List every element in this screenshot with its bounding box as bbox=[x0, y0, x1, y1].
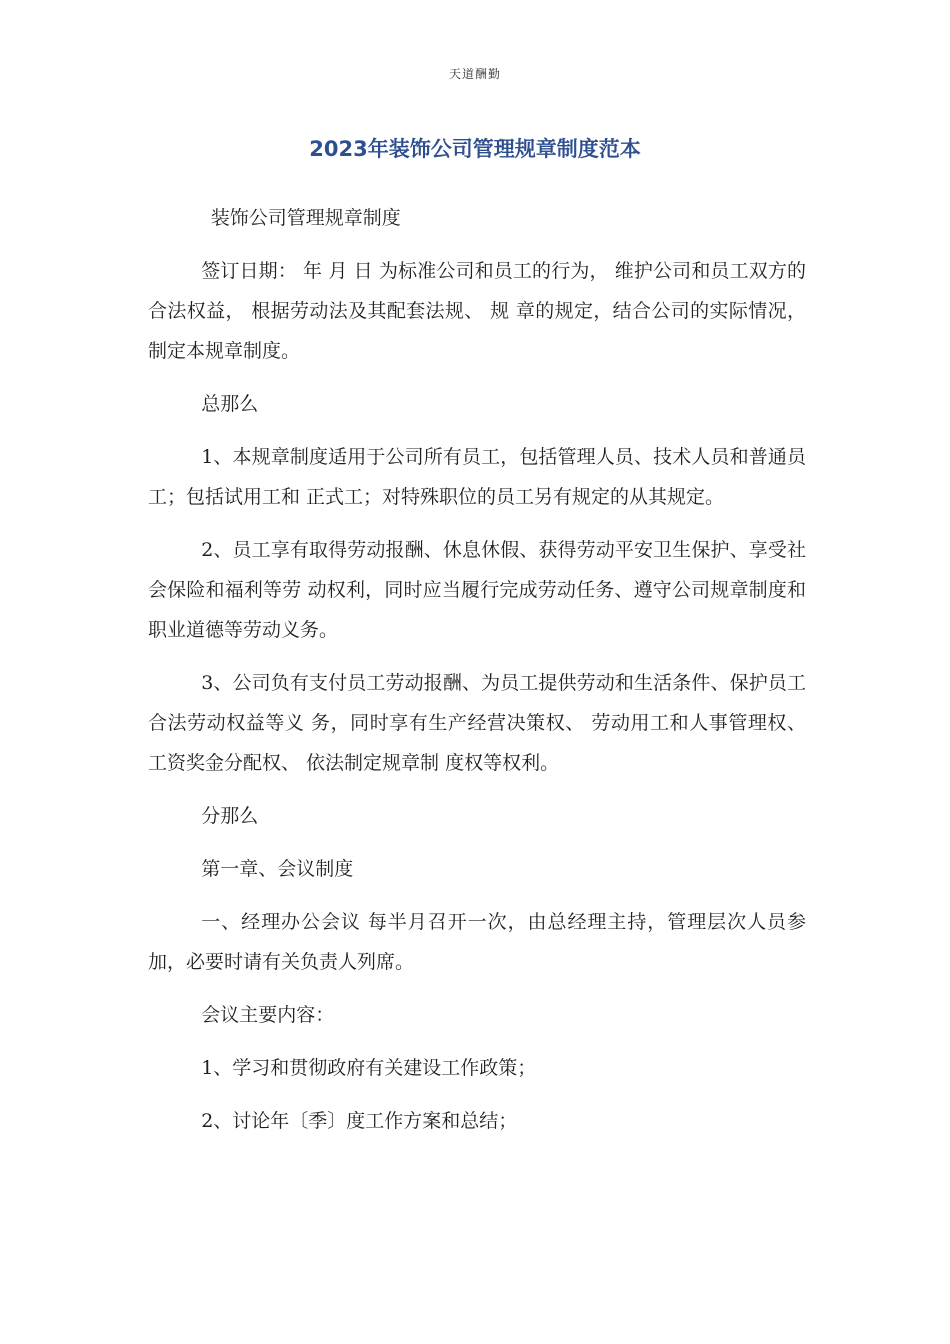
section-heading-general: 总那么 bbox=[201, 393, 259, 415]
chapter-heading-meetings: 第一章、会议制度 bbox=[201, 858, 354, 880]
paragraph-preamble: 签订日期： 年 月 日 为标准公司和员工的行为， 维护公司和员工双方的合法权益， 根据劳动法及其配套法规、 规 章的规定，结合公司的实际情况，制定本规章制度。 bbox=[148, 260, 806, 362]
list-item-meeting-1: 1、学习和贯彻政府有关建设工作政策； bbox=[201, 1057, 537, 1079]
section-heading-detail: 分那么 bbox=[201, 805, 259, 827]
page-header: 天道酬勤 bbox=[448, 67, 501, 81]
document-title: 2023年装饰公司管理规章制度范本 bbox=[309, 137, 641, 161]
paragraph-general-2: 2、员工享有取得劳动报酬、休息休假、获得劳动平安卫生保护、享受社会保险和福利等劳 动权利，同时应当履行完成劳动任务、遵守公司规章制度和职业道德等劳动义务。 bbox=[148, 539, 806, 641]
list-item-meeting-2: 2、讨论年〔季〕度工作方案和总结； bbox=[201, 1110, 518, 1132]
document-body bbox=[148, 198, 806, 1154]
paragraph-manager-meeting: 一、经理办公会议 每半月召开一次，由总经理主持，管理层次人员参加，必要时请有关负责人列席。 bbox=[148, 911, 806, 973]
paragraph-subtitle: 装饰公司管理规章制度 bbox=[210, 207, 401, 229]
paragraph-meeting-content: 会议主要内容： bbox=[201, 1004, 335, 1026]
paragraph-general-1: 1、本规章制度适用于公司所有员工，包括管理人员、技术人员和普通员工；包括试用工和 正式工；对特殊职位的员工另有规定的从其规定。 bbox=[148, 446, 806, 508]
paragraph-general-3: 3、公司负有支付员工劳动报酬、为员工提供劳动和生活条件、保护员工合法劳动权益等义 务，同时享有生产经营决策权、 劳动用工和人事管理权、 工资奖金分配权、 依法制定规章制 度权等权利。 bbox=[148, 672, 806, 774]
